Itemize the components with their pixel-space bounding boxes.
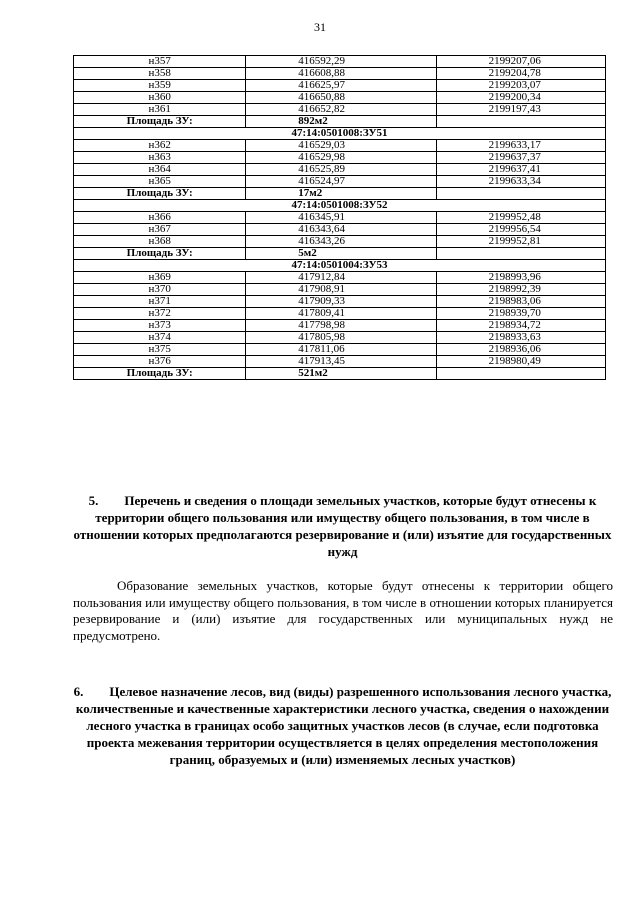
- section-6-heading: [70, 683, 615, 768]
- y-coordinate-cell: 2199633,34: [436, 176, 605, 188]
- y-coordinate-cell: 2199203,07: [436, 80, 605, 92]
- x-coordinate-cell: 416592,29: [246, 56, 436, 68]
- y-coordinate-cell: 2199637,37: [436, 152, 605, 164]
- y-coordinate-cell: 2199952,81: [436, 236, 605, 248]
- table-row: [74, 140, 606, 152]
- table-row: [74, 92, 606, 104]
- y-coordinate-cell: 2198983,06: [436, 296, 605, 308]
- table-row: [74, 308, 606, 320]
- point-id-cell: н357: [74, 56, 246, 68]
- empty-cell: [436, 368, 605, 380]
- x-coordinate-cell: 416529,03: [246, 140, 436, 152]
- area-label: Площадь ЗУ:: [74, 248, 246, 260]
- x-coordinate-cell: 416608,88: [246, 68, 436, 80]
- parcel-header-row: [74, 260, 606, 272]
- y-coordinate-cell: 2198933,63: [436, 332, 605, 344]
- point-id-cell: н360: [74, 92, 246, 104]
- empty-cell: [436, 248, 605, 260]
- table-row: [74, 104, 606, 116]
- area-row: [74, 248, 606, 260]
- table-row: [74, 164, 606, 176]
- x-coordinate-cell: 417908,91: [246, 284, 436, 296]
- area-value: 521м2: [246, 368, 436, 380]
- y-coordinate-cell: 2199207,06: [436, 56, 605, 68]
- x-coordinate-cell: 417811,06: [246, 344, 436, 356]
- point-id-cell: н359: [74, 80, 246, 92]
- table-row: [74, 152, 606, 164]
- point-id-cell: н361: [74, 104, 246, 116]
- table-row: [74, 68, 606, 80]
- x-coordinate-cell: 417798,98: [246, 320, 436, 332]
- y-coordinate-cell: 2199956,54: [436, 224, 605, 236]
- y-coordinate-cell: 2199197,43: [436, 104, 605, 116]
- y-coordinate-cell: 2198993,96: [436, 272, 605, 284]
- area-value: 17м2: [246, 188, 436, 200]
- y-coordinate-cell: 2199633,17: [436, 140, 605, 152]
- parcel-header-row: [74, 128, 606, 140]
- coordinates-table-body: [74, 56, 606, 380]
- x-coordinate-cell: 416345,91: [246, 212, 436, 224]
- table-row: [74, 212, 606, 224]
- point-id-cell: н372: [74, 308, 246, 320]
- x-coordinate-cell: 417809,41: [246, 308, 436, 320]
- area-row: [74, 188, 606, 200]
- section-5-body: Образование земельных участков, которые будут отнесены к территории общего пользования или имуществу общего пользования, в том числе в отношении которых планируется резервирование и (или) изъятие для государственных или муниципальных нужд не предусмотрено.: [73, 578, 613, 643]
- point-id-cell: н365: [74, 176, 246, 188]
- point-id-cell: н368: [74, 236, 246, 248]
- table-row: [74, 176, 606, 188]
- point-id-cell: н370: [74, 284, 246, 296]
- x-coordinate-cell: 417909,33: [246, 296, 436, 308]
- point-id-cell: н363: [74, 152, 246, 164]
- point-id-cell: н374: [74, 332, 246, 344]
- point-id-cell: н375: [74, 344, 246, 356]
- section-5-number: 5.: [88, 493, 99, 508]
- page-number: 31: [314, 20, 326, 34]
- empty-cell: [436, 188, 605, 200]
- point-id-cell: н366: [74, 212, 246, 224]
- point-id-cell: н371: [74, 296, 246, 308]
- y-coordinate-cell: 2198980,49: [436, 356, 605, 368]
- point-id-cell: н364: [74, 164, 246, 176]
- table-row: [74, 332, 606, 344]
- section-5-title: Перечень и сведения о площади земельных участков, которые будут отнесены к территории общего пользования или имуществу общего пользования, в том числе в отношении которых предполагаются резервирование и (или) изъятие для государственных нужд: [73, 493, 612, 559]
- point-id-cell: н362: [74, 140, 246, 152]
- area-row: [74, 116, 606, 128]
- table-row: [74, 356, 606, 368]
- x-coordinate-cell: 417912,84: [246, 272, 436, 284]
- point-id-cell: н376: [74, 356, 246, 368]
- table-row: [74, 320, 606, 332]
- table-row: [74, 56, 606, 68]
- area-label: Площадь ЗУ:: [74, 188, 246, 200]
- x-coordinate-cell: 416529,98: [246, 152, 436, 164]
- x-coordinate-cell: 416524,97: [246, 176, 436, 188]
- parcel-id: 47:14:0501008:ЗУ51: [74, 128, 606, 140]
- area-value: 5м2: [246, 248, 436, 260]
- x-coordinate-cell: 416625,97: [246, 80, 436, 92]
- coordinates-table: [73, 55, 606, 380]
- y-coordinate-cell: 2198936,06: [436, 344, 605, 356]
- parcel-id: 47:14:0501004:ЗУ53: [74, 260, 606, 272]
- area-label: Площадь ЗУ:: [74, 116, 246, 128]
- point-id-cell: н367: [74, 224, 246, 236]
- x-coordinate-cell: 417913,45: [246, 356, 436, 368]
- table-row: [74, 80, 606, 92]
- parcel-header-row: [74, 200, 606, 212]
- y-coordinate-cell: 2199204,78: [436, 68, 605, 80]
- table-row: [74, 272, 606, 284]
- x-coordinate-cell: 416343,26: [246, 236, 436, 248]
- area-row: [74, 368, 606, 380]
- table-row: [74, 296, 606, 308]
- area-value: 892м2: [246, 116, 436, 128]
- x-coordinate-cell: 416525,89: [246, 164, 436, 176]
- table-row: [74, 224, 606, 236]
- point-id-cell: н373: [74, 320, 246, 332]
- x-coordinate-cell: 417805,98: [246, 332, 436, 344]
- area-label: Площадь ЗУ:: [74, 368, 246, 380]
- table-row: [74, 284, 606, 296]
- section-6-title: Целевое назначение лесов, вид (виды) разрешенного использования лесного участка, количественные и качественные характеристики лесного участка, сведения о нахождении лесного участка в границах особо защитных участков лесов (в случае, если подготовка проекта межевания территории осуществляется в целях определения местоположения границ, образуемых и (или) изменяемых лесных участков): [75, 684, 612, 767]
- y-coordinate-cell: 2198939,70: [436, 308, 605, 320]
- y-coordinate-cell: 2199200,34: [436, 92, 605, 104]
- y-coordinate-cell: 2198992,39: [436, 284, 605, 296]
- y-coordinate-cell: 2199637,41: [436, 164, 605, 176]
- y-coordinate-cell: 2198934,72: [436, 320, 605, 332]
- point-id-cell: н358: [74, 68, 246, 80]
- x-coordinate-cell: 416650,88: [246, 92, 436, 104]
- parcel-id: 47:14:0501008:ЗУ52: [74, 200, 606, 212]
- point-id-cell: н369: [74, 272, 246, 284]
- table-row: [74, 344, 606, 356]
- section-6-number: 6.: [73, 684, 84, 699]
- table-row: [74, 236, 606, 248]
- y-coordinate-cell: 2199952,48: [436, 212, 605, 224]
- x-coordinate-cell: 416652,82: [246, 104, 436, 116]
- empty-cell: [436, 116, 605, 128]
- x-coordinate-cell: 416343,64: [246, 224, 436, 236]
- section-5-heading: [70, 492, 615, 560]
